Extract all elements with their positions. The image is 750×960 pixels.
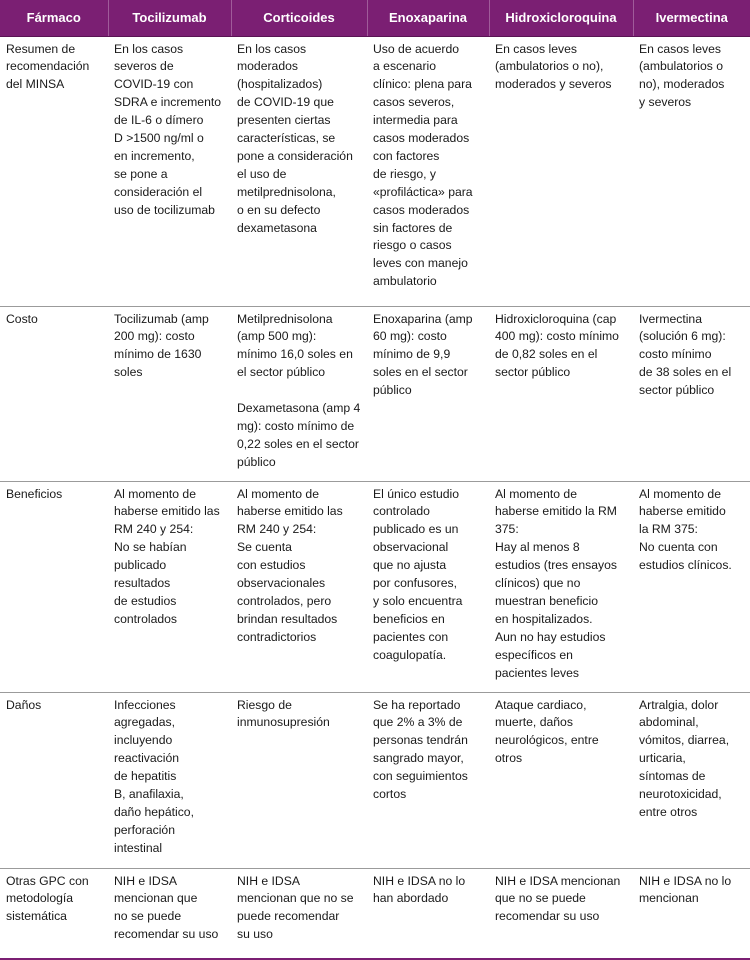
header-ivermectina: Ivermectina <box>633 0 750 36</box>
table-cell: Enoxaparina (amp 60 mg): costo mínimo de 9,9 soles en el sector público <box>367 306 489 481</box>
table-cell: Al momento de haberse emitido las RM 240 y 254: No se habían publicado resultados de estudios controlados <box>108 481 231 692</box>
table-cell: En los casos moderados (hospitalizados) de COVID-19 que presenten ciertas características, se pone a consideración el uso de metilprednisolona, o en su defecto dexametasona <box>231 36 367 306</box>
table-row-danos <box>0 692 750 868</box>
header-row <box>0 0 750 36</box>
table-header <box>0 0 750 36</box>
row-label: Costo <box>0 306 108 481</box>
table-cell: Hidroxicloroquina (cap 400 mg): costo mínimo de 0,82 soles en el sector público <box>489 306 633 481</box>
table-cell: En casos leves (ambulatorios o no), moderados y severos <box>489 36 633 306</box>
table-row-otras-gpc <box>0 868 750 959</box>
table-cell: Ivermectina (solución 6 mg): costo mínimo de 38 soles en el sector público <box>633 306 750 481</box>
table-cell: Al momento de haberse emitido la RM 375: Hay al menos 8 estudios (tres ensayos clínicos) que no muestran beneficio en hospitalizados. Aun no hay estudios específicos en pacientes leves <box>489 481 633 692</box>
header-hidroxicloroquina: Hidroxicloroquina <box>489 0 633 36</box>
table-cell: Se ha reportado que 2% a 3% de personas tendrán sangrado mayor, con seguimientos cortos <box>367 692 489 868</box>
table-row-resumen <box>0 36 750 306</box>
header-tocilizumab: Tocilizumab <box>108 0 231 36</box>
table-cell: Infecciones agregadas, incluyendo reactivación de hepatitis B, anafilaxia, daño hepático, perforación intestinal <box>108 692 231 868</box>
table-row-beneficios <box>0 481 750 692</box>
table-cell: Uso de acuerdo a escenario clínico: plena para casos severos, intermedia para casos moderados con factores de riesgo, y «profiláctica» para casos moderados sin factores de riesgo o casos leves con manejo ambulatorio <box>367 36 489 306</box>
table-cell: Metilprednisolona (amp 500 mg): mínimo 16,0 soles en el sector público Dexametasona (amp 4 mg): costo mínimo de 0,22 soles en el sector público <box>231 306 367 481</box>
header-enoxaparina: Enoxaparina <box>367 0 489 36</box>
row-label: Daños <box>0 692 108 868</box>
row-label: Otras GPC con metodología sistemática <box>0 868 108 959</box>
header-corticoides: Corticoides <box>231 0 367 36</box>
table-cell: NIH e IDSA mencionan que no se puede recomendar su uso <box>489 868 633 959</box>
table-cell: El único estudio controlado publicado es un observacional que no ajusta por confusores, y solo encuentra beneficios en pacientes con coagulopatía. <box>367 481 489 692</box>
table-row-costo <box>0 306 750 481</box>
header-farmaco: Fármaco <box>0 0 108 36</box>
table-body <box>0 36 750 959</box>
table-cell: Tocilizumab (amp 200 mg): costo mínimo de 1630 soles <box>108 306 231 481</box>
table-cell: Al momento de haberse emitido las RM 240 y 254: Se cuenta con estudios observacionales controlados, pero brindan resultados contradictorios <box>231 481 367 692</box>
table-cell: Ataque cardiaco, muerte, daños neurológicos, entre otros <box>489 692 633 868</box>
table-cell: Riesgo de inmunosupresión <box>231 692 367 868</box>
table-cell: Al momento de haberse emitido la RM 375: No cuenta con estudios clínicos. <box>633 481 750 692</box>
table-cell: Artralgia, dolor abdominal, vómitos, diarrea, urticaria, síntomas de neurotoxicidad, entre otros <box>633 692 750 868</box>
table-cell: En los casos severos de COVID-19 con SDRA e incremento de IL-6 o dímero D >1500 ng/ml o en incremento, se pone a consideración el uso de tocilizumab <box>108 36 231 306</box>
row-label: Beneficios <box>0 481 108 692</box>
row-label: Resumen de recomendación del MINSA <box>0 36 108 306</box>
table-cell: NIH e IDSA mencionan que no se puede recomendar su uso <box>108 868 231 959</box>
table-cell: NIH e IDSA no lo mencionan <box>633 868 750 959</box>
table-cell: NIH e IDSA no lo han abordado <box>367 868 489 959</box>
dexametasona-cost-note: Dexametasona (amp 4 mg): costo mínimo de 0,22 soles en el sector público <box>237 401 361 469</box>
table-cell: NIH e IDSA mencionan que no se puede recomendar su uso <box>231 868 367 959</box>
table-cell: En casos leves (ambulatorios o no), moderados y severos <box>633 36 750 306</box>
